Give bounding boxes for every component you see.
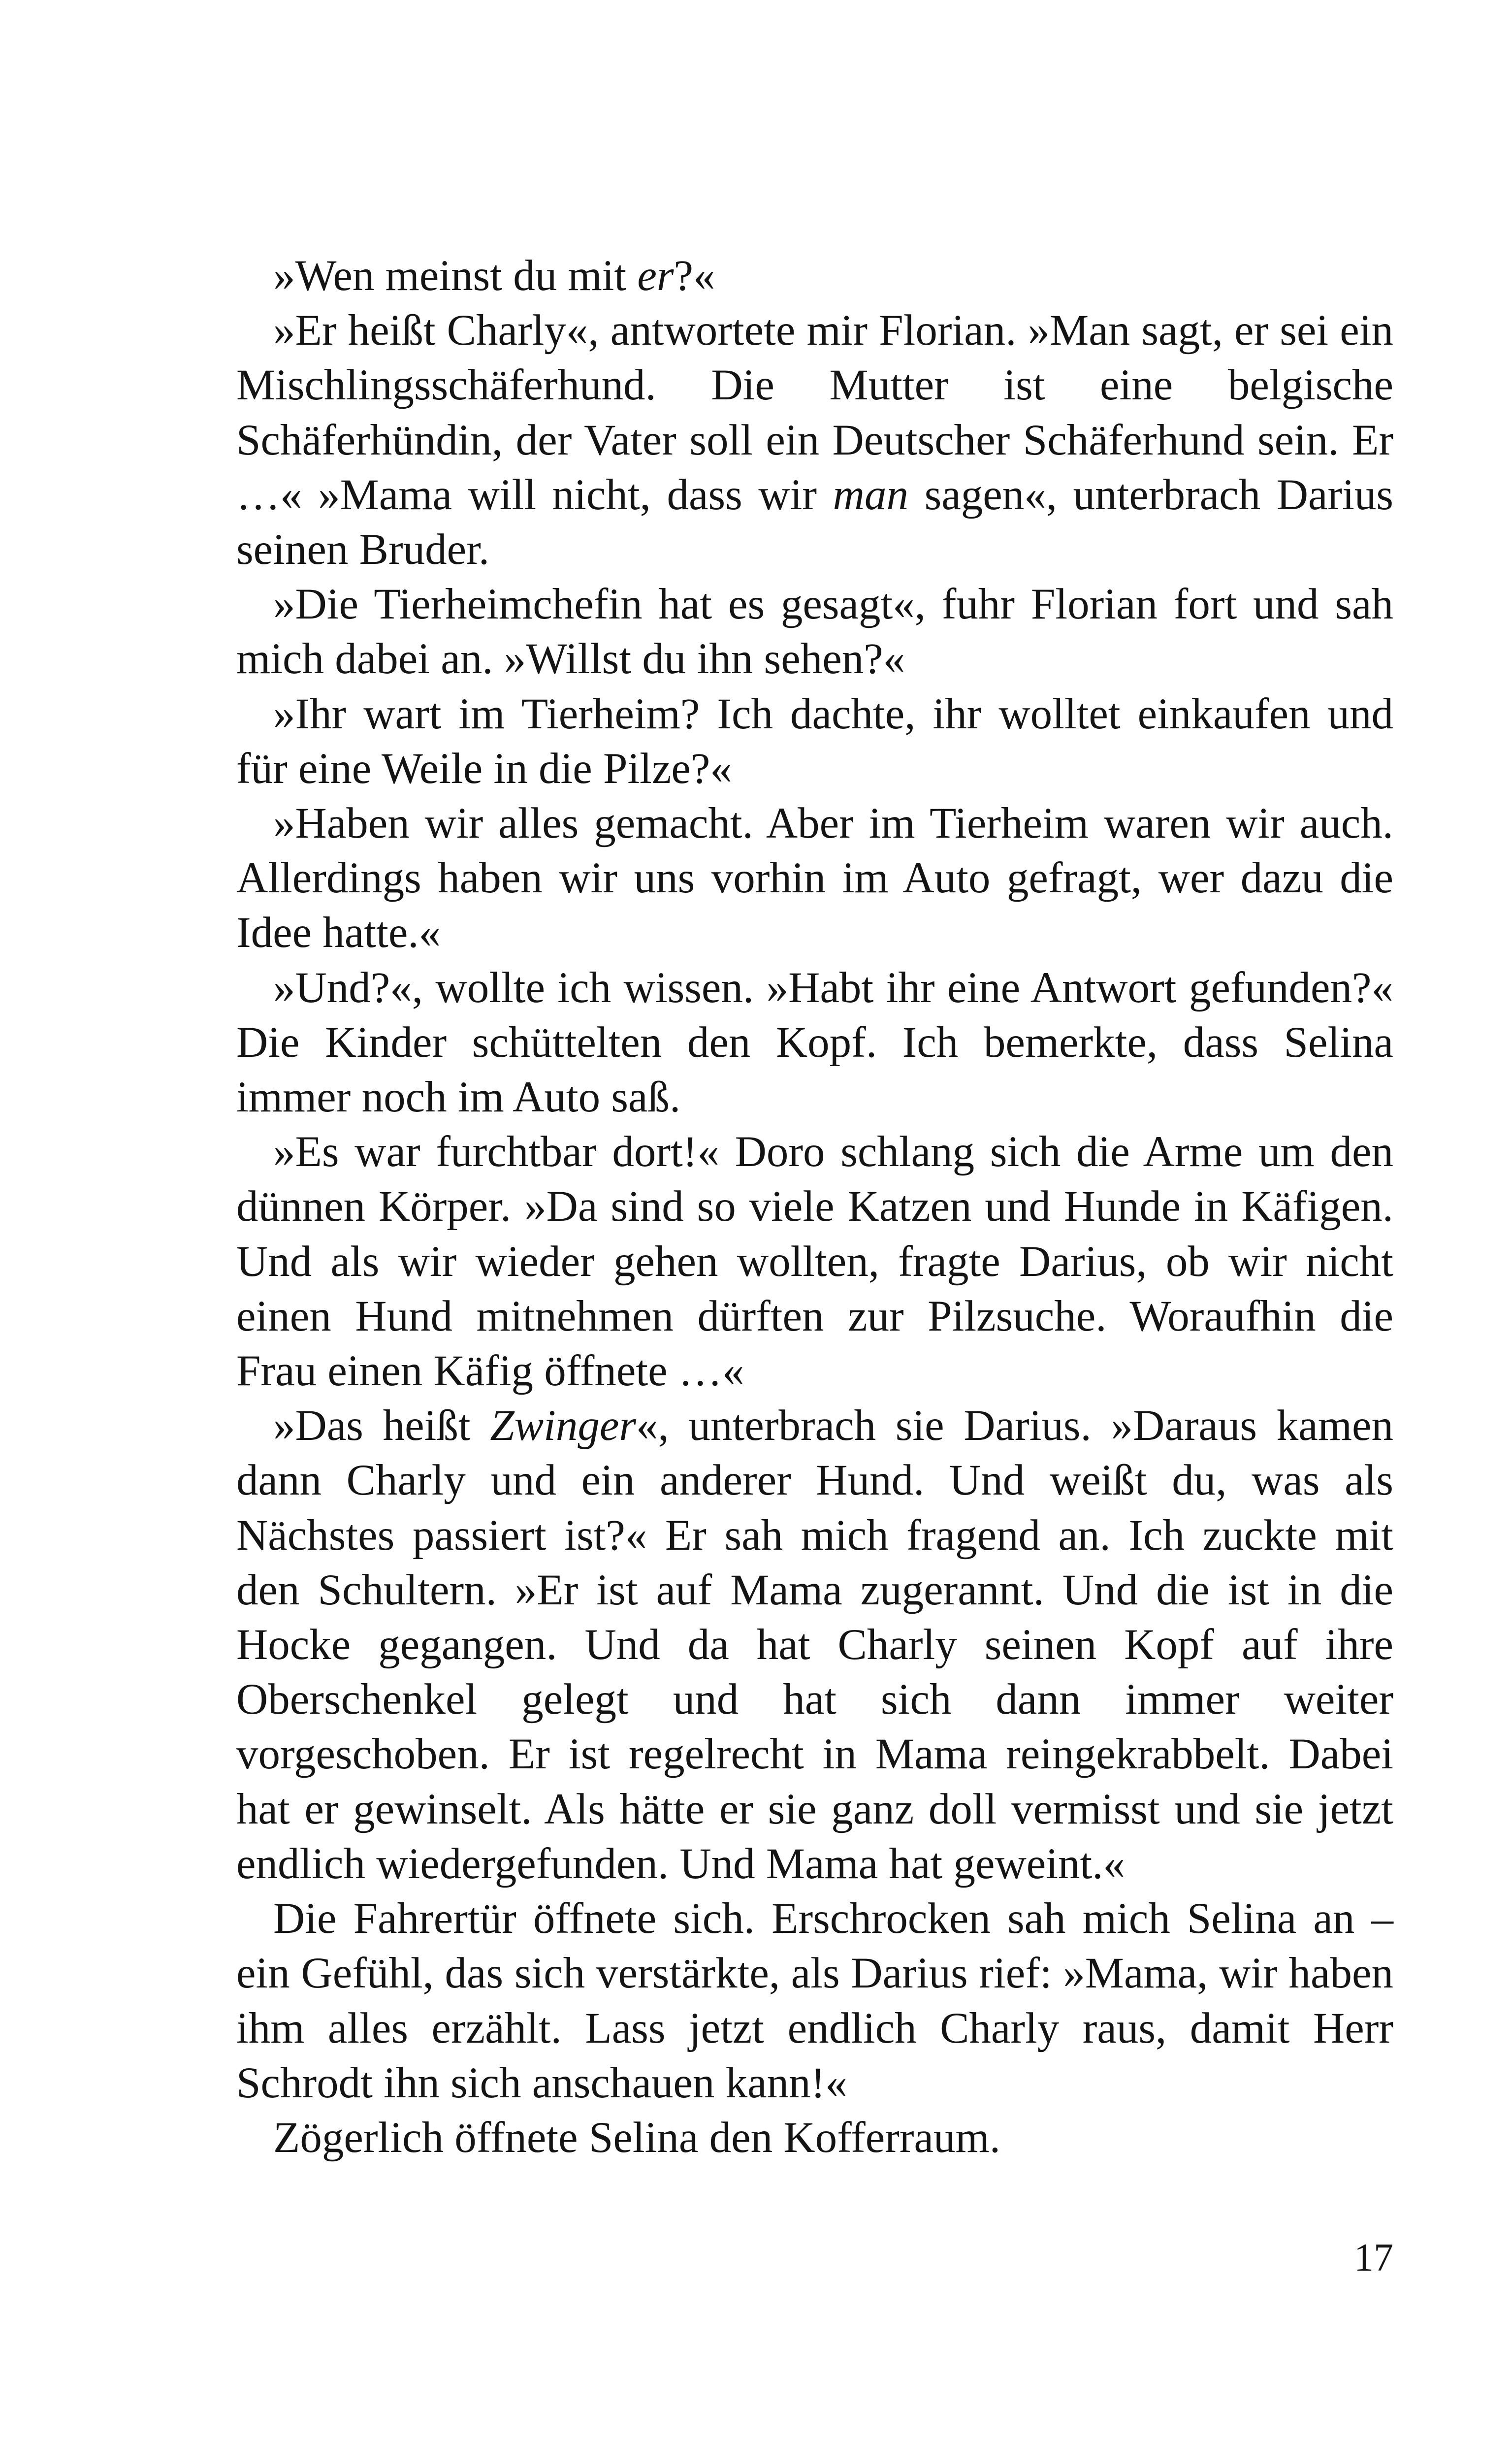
text-run: sagen«, unterbrach Darius seinen Bruder. xyxy=(236,470,1393,574)
body-text xyxy=(236,249,1393,2165)
paragraph xyxy=(236,2111,1393,2165)
emphasized-text: Zwinger xyxy=(490,1401,637,1450)
text-run: »Wen meinst du mit xyxy=(273,252,638,300)
text-run: ?« xyxy=(674,252,715,300)
text-run: Zögerlich öffnete Selina den Kofferraum. xyxy=(273,2113,1001,2162)
text-run: »Die Tierheimchefin hat es gesagt«, fuhr Florian fort und sah mich dabei an. »Willst du ihn sehen?« xyxy=(236,580,1393,684)
page-number: 17 xyxy=(1354,2236,1393,2280)
paragraph xyxy=(236,577,1393,686)
text-run: »Ihr wart im Tierheim? Ich dachte, ihr wolltet einkaufen und für eine Weile in die Pilze?« xyxy=(236,689,1393,793)
text-run: »Er heißt Charly«, antwortete mir Florian. »Man sagt, er sei ein Mischlingsschäferhund. Die Mutter ist eine belgische Schäferhündin, der Vater soll ein Deutscher Schäferhund sein. Er …« »Mama will nicht, dass wir xyxy=(236,306,1393,519)
text-run: «, unterbrach sie Darius. »Daraus kamen dann Charly und ein anderer Hund. Und weißt du, was als Nächstes passiert ist?« Er sah mich fragend an. Ich zuckte mit den Schultern. »Er ist auf Mama zugerannt. Und die ist in die Hocke gegangen. Und da hat Charly seinen Kopf auf ihre Oberschenkel gelegt und hat sich dann immer weiter vorgeschoben. Er ist regelrecht in Mama reingekrabbelt. Dabei hat er gewinselt. Als hätte er sie ganz doll vermisst und sie jetzt endlich wiedergefunden. Und Mama hat geweint.« xyxy=(236,1401,1394,1888)
text-run: »Das heißt xyxy=(273,1401,490,1450)
paragraph xyxy=(236,1399,1393,1891)
paragraph xyxy=(236,249,1393,303)
paragraph xyxy=(236,1125,1393,1399)
paragraph xyxy=(236,1891,1393,2111)
paragraph xyxy=(236,796,1393,961)
text-run: »Haben wir alles gemacht. Aber im Tierheim waren wir auch. Allerdings haben wir uns vorhin im Auto gefragt, wer dazu die Idee hatte.« xyxy=(236,799,1393,957)
paragraph xyxy=(236,961,1393,1125)
paragraph xyxy=(236,303,1393,577)
text-run: »Und?«, wollte ich wissen. »Habt ihr eine Antwort gefunden?« Die Kinder schüttelten den Kopf. Ich bemerkte, dass Selina immer noch im Auto saß. xyxy=(236,963,1393,1122)
emphasized-text: er xyxy=(637,252,674,300)
emphasized-text: man xyxy=(833,470,908,519)
paragraph xyxy=(236,687,1393,796)
text-run: Die Fahrertür öffnete sich. Erschrocken sah mich Selina an – ein Gefühl, das sich verstärkte, als Darius rief: »Mama, wir haben ihm alles erzählt. Lass jetzt endlich Charly raus, damit Herr Schrodt ihn sich anschauen kann!« xyxy=(236,1894,1393,2107)
text-run: »Es war furchtbar dort!« Doro schlang sich die Arme um den dünnen Körper. »Da sind so viele Katzen und Hunde in Käfigen. Und als wir wieder gehen wollten, fragte Darius, ob wir nicht einen Hund mitnehmen dürften zur Pilzsuche. Woraufhin die Frau einen Käfig öffnete …« xyxy=(236,1128,1393,1396)
